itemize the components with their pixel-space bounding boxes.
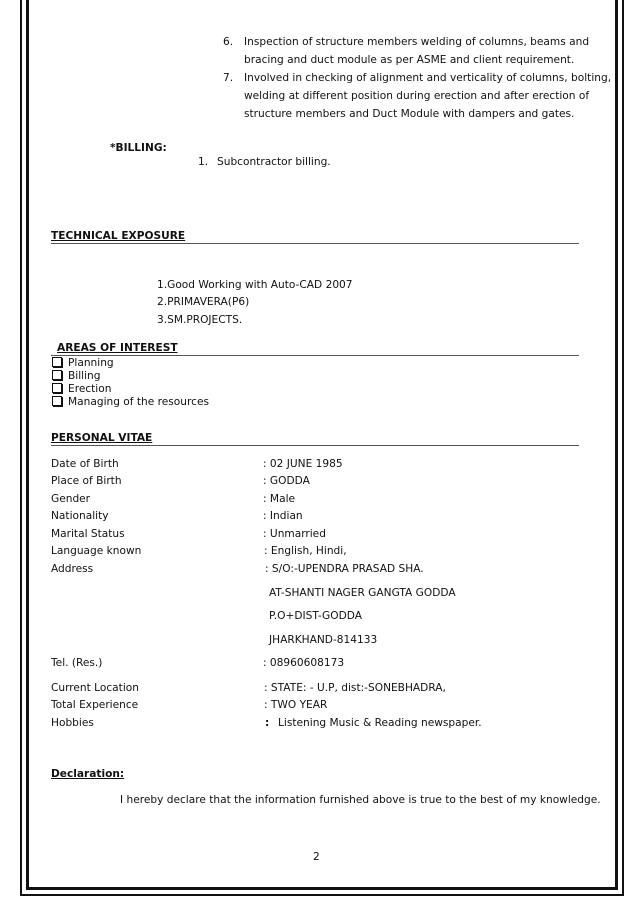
interest-label: Planning [68,357,114,369]
hobbies-value: Listening Music & Reading newspaper. [278,717,482,729]
interest-label: Erection [68,383,112,395]
technical-exposure-heading: TECHNICAL EXPOSURE [51,230,579,244]
vitae-value: : 08960608173 [263,657,345,669]
interest-label: Billing [68,370,101,382]
vitae-value: : Male [263,493,296,505]
hobbies-colon: : [265,717,270,729]
address-line: JHARKHAND-814133 [269,634,378,646]
item-line: welding at different position during erection and after erection of [244,90,590,102]
checkbox-bullet-icon [52,357,62,367]
vitae-value: : TWO YEAR [264,699,328,711]
item-line: Inspection of structure members welding of columns, beams and [244,36,590,48]
vitae-label: Nationality [51,510,109,522]
vitae-label: Marital Status [51,528,125,540]
vitae-label: Address [51,563,94,575]
list-item [52,357,209,370]
billing-item-number: 1. [198,156,209,168]
vitae-value: : STATE: - U.P, dist:-SONEBHADRA, [264,682,446,694]
vitae-value: : Unmarried [263,528,326,540]
vitae-label: Hobbies [51,717,94,729]
list-item [52,383,209,396]
checkbox-bullet-icon [52,383,62,393]
declaration-text: I hereby declare that the information furnished above is true to the best of my knowledge. [120,794,601,806]
vitae-label: Language known [51,545,142,557]
vitae-label: Current Location [51,682,139,694]
technical-item: 1.Good Working with Auto-CAD 2007 [157,279,353,291]
billing-item-text: Subcontractor billing. [217,156,331,168]
personal-vitae-heading: PERSONAL VITAE [51,432,579,446]
vitae-label: Place of Birth [51,475,122,487]
item-number: 7. [223,72,234,84]
vitae-label: Gender [51,493,91,505]
declaration-heading: Declaration: [51,768,125,780]
vitae-value: : S/O:-UPENDRA PRASAD SHA. [265,563,424,575]
vitae-value: : 02 JUNE 1985 [263,458,343,470]
areas-of-interest-title: AREAS OF INTEREST [57,342,178,354]
item-line: Involved in checking of alignment and verticality of columns, bolting, [244,72,612,84]
list-item [52,370,209,383]
billing-heading: *BILLING: [110,142,167,154]
address-line: AT-SHANTI NAGER GANGTA GODDA [269,587,456,599]
interest-label: Managing of the resources [68,396,209,408]
item-line: bracing and duct module as per ASME and client requirement. [244,54,575,66]
vitae-value: : Indian [263,510,303,522]
vitae-value: : English, Hindi, [264,545,347,557]
address-line: P.O+DIST-GODDA [269,610,362,622]
checkbox-bullet-icon [52,370,62,380]
technical-item: 3.SM.PROJECTS. [157,314,243,326]
vitae-label: Date of Birth [51,458,119,470]
interest-list [52,357,209,409]
vitae-label: Total Experience [51,699,139,711]
vitae-value: : GODDA [263,475,310,487]
technical-item: 2.PRIMAVERA(P6) [157,296,250,308]
list-item [52,396,209,409]
areas-of-interest-heading [51,342,579,356]
vitae-label: Tel. (Res.) [51,657,103,669]
checkbox-bullet-icon [52,396,62,406]
item-number: 6. [223,36,234,48]
page-number: 2 [313,851,320,863]
item-line: structure members and Duct Module with dampers and gates. [244,108,575,120]
